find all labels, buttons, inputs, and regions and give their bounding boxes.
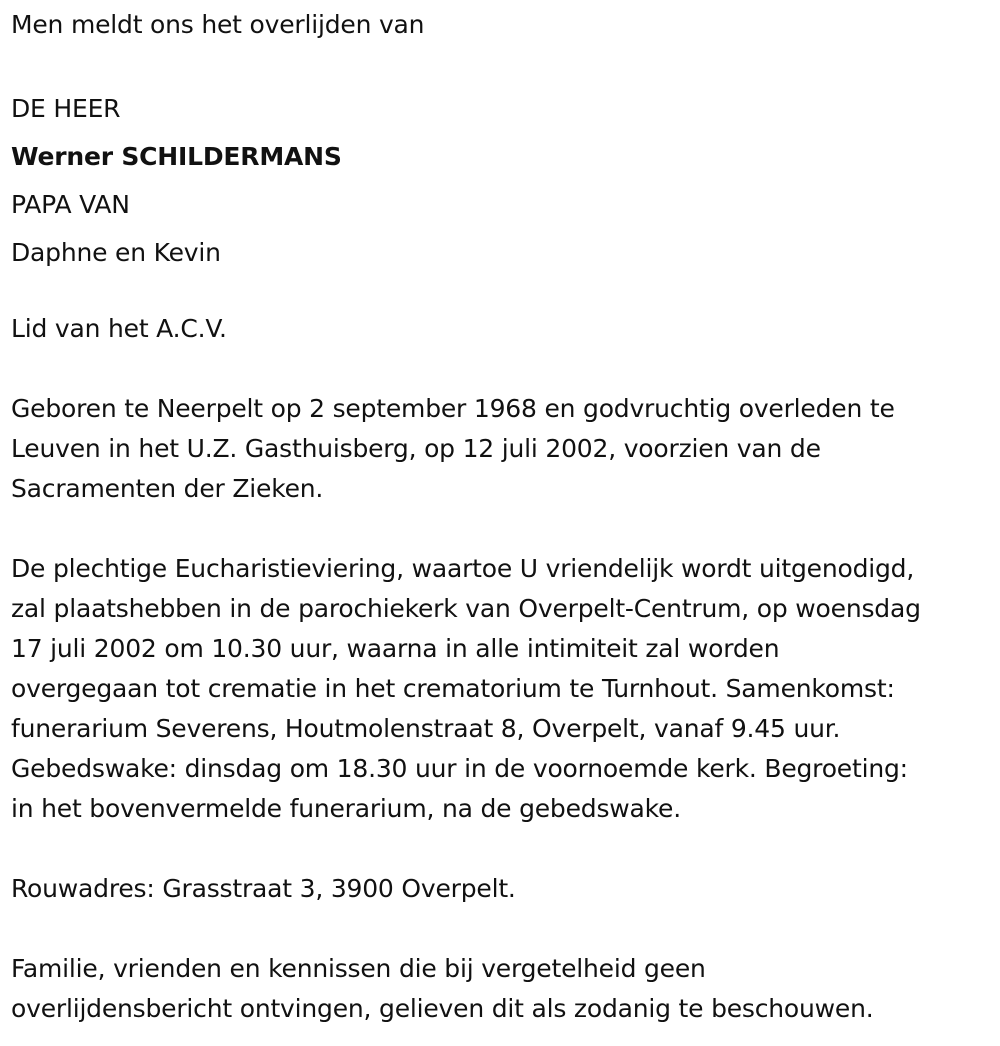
- title-text: DE HEER: [11, 94, 121, 123]
- ceremony-line: funerarium Severens, Houtmolenstraat 8, Overpelt, vanaf 9.45 uur.: [11, 714, 841, 743]
- mourning-address: Rouwadres: Grasstraat 3, 3900 Overpelt.: [11, 874, 516, 903]
- ceremony-line: in het bovenvermelde funerarium, na de gebedswake.: [11, 794, 681, 823]
- ceremony-line: 17 juli 2002 om 10.30 uur, waarna in alle intimiteit zal worden: [11, 634, 780, 663]
- ceremony-line: De plechtige Eucharistieviering, waartoe U vriendelijk wordt uitgenodigd,: [11, 554, 915, 583]
- ceremony-line: zal plaatshebben in de parochiekerk van Overpelt-Centrum, op woensdag: [11, 594, 921, 623]
- birth-death-line: Sacramenten der Zieken.: [11, 474, 324, 503]
- intro-text: Men meldt ons het overlijden van: [11, 10, 425, 39]
- closing-line: overlijdensbericht ontvingen, gelieven dit als zodanig te beschouwen.: [11, 994, 874, 1023]
- death-announcement: [11, 0, 996, 1029]
- birth-death-line: Leuven in het U.Z. Gasthuisberg, op 12 juli 2002, voorzien van de: [11, 434, 821, 463]
- deceased-name: Werner SCHILDERMANS: [11, 142, 342, 171]
- closing-paragraph: [11, 949, 996, 1029]
- children-names: Daphne en Kevin: [11, 238, 221, 267]
- relation-text: PAPA VAN: [11, 190, 130, 219]
- birth-death-paragraph: [11, 389, 996, 509]
- ceremony-line: Gebedswake: dinsdag om 18.30 uur in de voornoemde kerk. Begroeting:: [11, 754, 908, 783]
- membership-text: Lid van het A.C.V.: [11, 314, 227, 343]
- closing-line: Familie, vrienden en kennissen die bij vergetelheid geen: [11, 954, 706, 983]
- birth-death-line: Geboren te Neerpelt op 2 september 1968 en godvruchtig overleden te: [11, 394, 895, 423]
- ceremony-paragraph: [11, 549, 996, 829]
- ceremony-line: overgegaan tot crematie in het crematorium te Turnhout. Samenkomst:: [11, 674, 895, 703]
